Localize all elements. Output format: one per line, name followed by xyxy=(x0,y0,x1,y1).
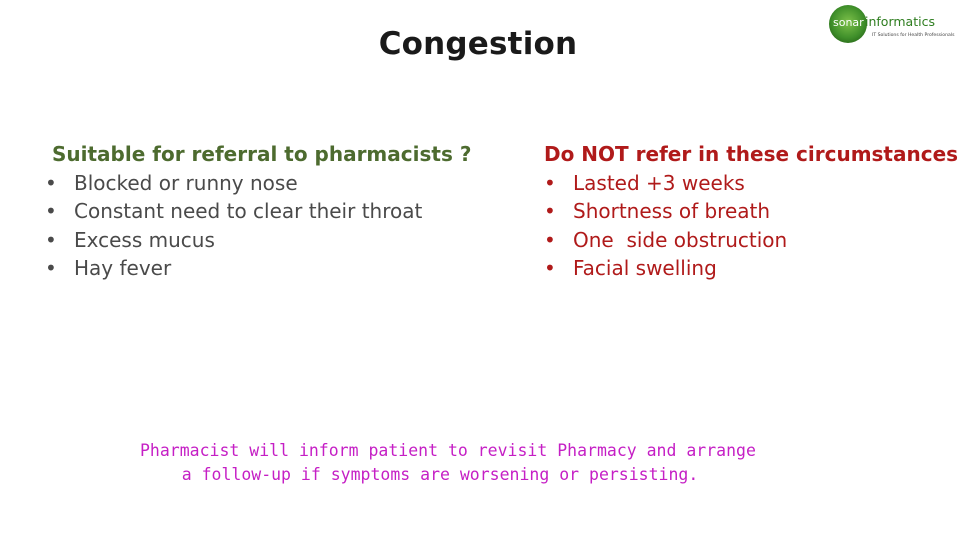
logo-tagline: IT Solutions for Health Professionals xyxy=(872,33,955,38)
list-item-text: One side obstruction xyxy=(573,227,788,252)
list-item-text: Facial swelling xyxy=(573,256,717,280)
list-item xyxy=(544,254,944,283)
logo-text-sonar: sonar xyxy=(833,16,864,29)
referral-suitable-column xyxy=(45,140,472,283)
left-column-list xyxy=(45,169,452,283)
bullet-icon: • xyxy=(544,170,556,195)
logo xyxy=(828,4,956,44)
bullet-icon: • xyxy=(45,199,57,223)
bullet-icon: • xyxy=(544,227,556,252)
list-item-text: Lasted +3 weeks xyxy=(573,170,745,195)
bullet-icon: • xyxy=(45,170,57,195)
slide-title: Congestion xyxy=(378,26,578,62)
list-item-text: Shortness of breath xyxy=(573,199,771,223)
note-line-2: a follow-up if symptoms are worsening or persisting. xyxy=(181,464,699,484)
bullet-icon: • xyxy=(45,256,57,280)
list-item-text: Constant need to clear their throat xyxy=(74,199,423,223)
list-item xyxy=(45,169,452,198)
list-item xyxy=(45,226,452,255)
bullet-icon: • xyxy=(544,199,556,223)
bullet-icon: • xyxy=(544,256,556,280)
logo-text-informatics: informatics xyxy=(865,14,935,29)
left-column-heading: Suitable for referral to pharmacists ? xyxy=(52,142,472,166)
list-item xyxy=(45,197,452,226)
right-column-heading: Do NOT refer in these circumstances xyxy=(544,142,959,166)
list-item xyxy=(544,169,944,198)
list-item-text: Blocked or runny nose xyxy=(74,170,298,195)
list-item-text: Hay fever xyxy=(74,256,172,280)
list-item xyxy=(544,226,944,255)
do-not-refer-column xyxy=(544,140,959,283)
list-item xyxy=(544,197,944,226)
list-item-text: Excess mucus xyxy=(74,227,215,252)
pharmacist-note xyxy=(140,439,756,486)
list-item xyxy=(45,254,452,283)
right-column-list xyxy=(544,169,944,283)
note-line-1: Pharmacist will inform patient to revisit Pharmacy and arrange xyxy=(140,441,756,460)
bullet-icon: • xyxy=(45,227,57,252)
